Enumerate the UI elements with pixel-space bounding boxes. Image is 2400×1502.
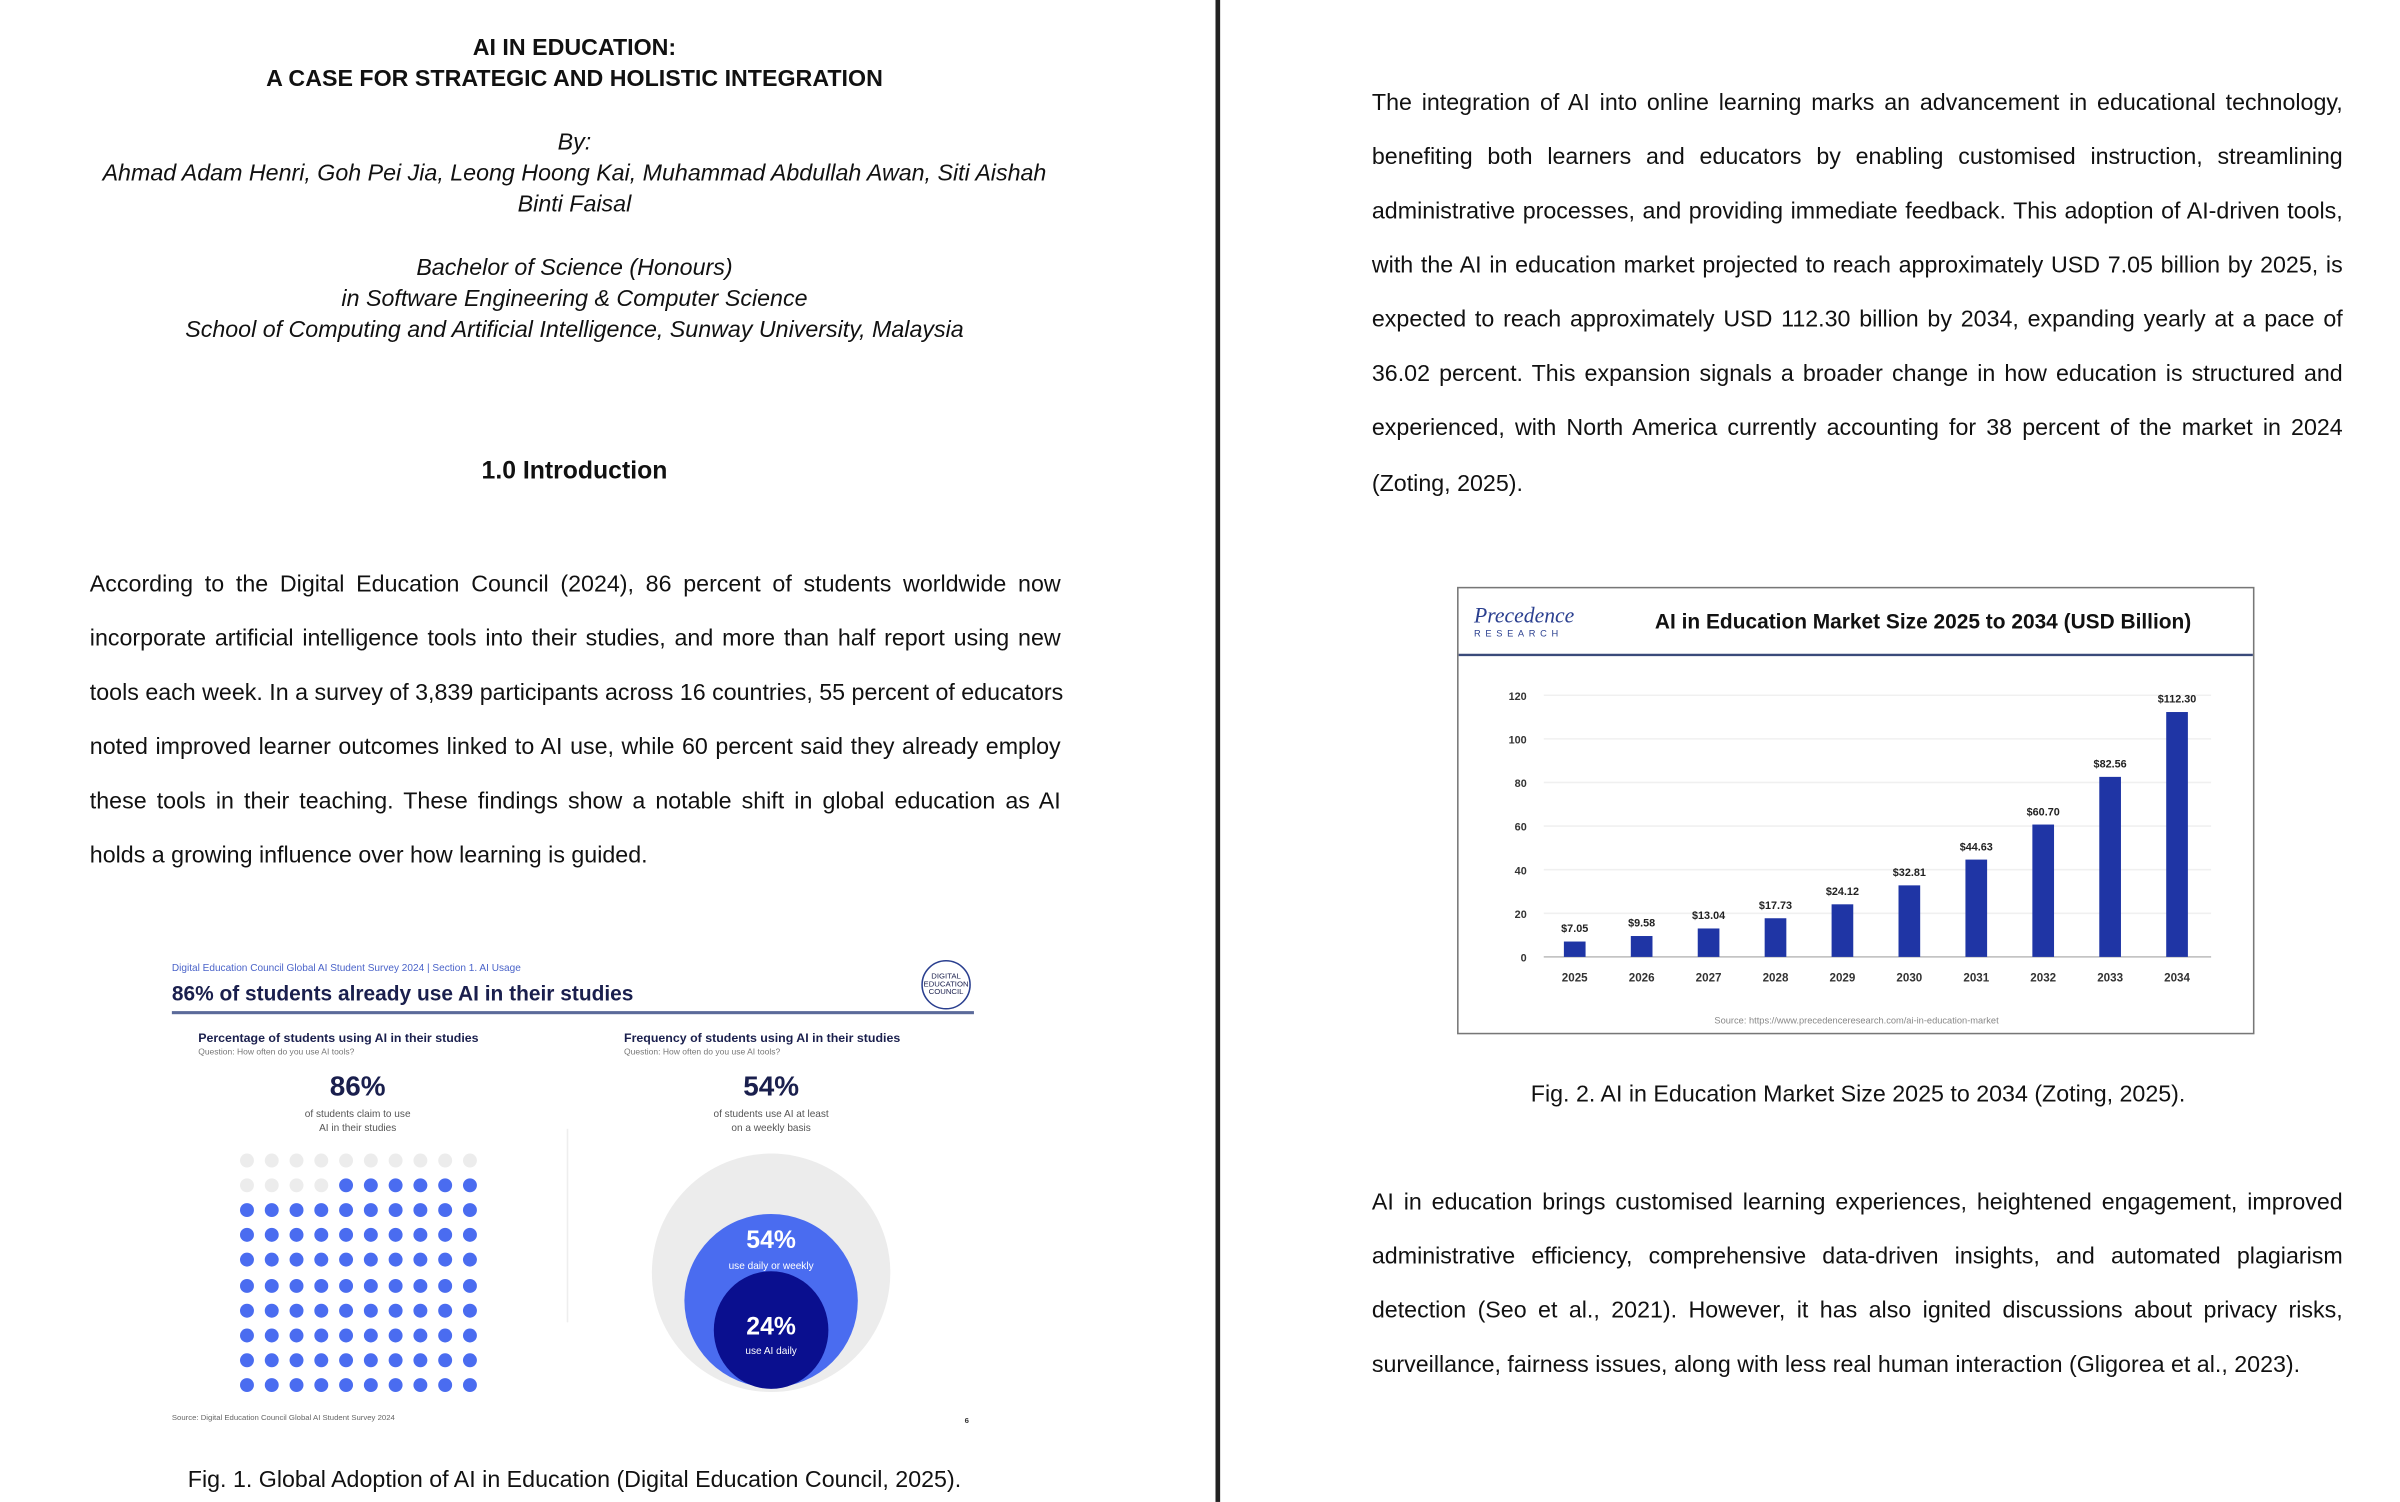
dot-empty: [414, 1153, 428, 1167]
dot-filled: [289, 1353, 303, 1367]
figure1-headline: 86% of students already use AI in their studies: [171, 981, 634, 1005]
paragraph-line: tools each week. In a survey of 3,839 participants across 16 countries, 55 percent of educators: [89, 679, 1064, 707]
right-panel-desc2: on a weekly basis: [731, 1123, 811, 1135]
dot-filled: [364, 1203, 378, 1217]
dot-filled: [314, 1353, 328, 1367]
right-panel-heading: Frequency of students using AI in their studies: [624, 1031, 901, 1046]
precedence-logo-text: Precedence: [1474, 603, 1575, 628]
dot-filled: [289, 1228, 303, 1242]
dot-empty: [289, 1178, 303, 1192]
outer-stat: 54%: [746, 1227, 796, 1255]
paragraph-line: noted improved learner outcomes linked to AI use, while 60 percent said they already employ: [89, 733, 1061, 761]
figure1-page-number: 6: [964, 1416, 969, 1427]
y-tick-label: 80: [1514, 778, 1527, 791]
paragraph-line: holds a growing influence over how learning is guided.: [89, 842, 648, 869]
dot-filled: [439, 1228, 453, 1242]
paragraph-line: According to the Digital Education Council (2024), 86 percent of students worldwide now: [89, 571, 1061, 598]
bar-value-label: $9.58: [1628, 917, 1656, 930]
right-panel-question: Question: How often do you use AI tools?: [624, 1048, 781, 1058]
dot-filled: [464, 1328, 478, 1342]
dot-filled: [439, 1379, 453, 1393]
paragraph-line: AI in education brings customised learning experiences, heightened engagement, improved: [1371, 1189, 2343, 1216]
by-label: By:: [557, 129, 592, 156]
dot-filled: [464, 1203, 478, 1217]
bar-value-label: $7.05: [1561, 923, 1589, 936]
y-tick-label: 0: [1520, 952, 1527, 965]
dot-empty: [339, 1153, 353, 1167]
dot-filled: [389, 1203, 403, 1217]
x-tick-label: 2033: [2097, 971, 2124, 985]
paragraph-line: experienced, with North America currently accounting for 38 percent of the market in 2024: [1371, 414, 2343, 442]
dot-filled: [364, 1178, 378, 1192]
dot-filled: [364, 1303, 378, 1317]
dot-filled: [289, 1253, 303, 1267]
dot-filled: [364, 1353, 378, 1367]
x-tick-label: 2028: [1762, 971, 1789, 985]
dot-filled: [314, 1278, 328, 1292]
inner-label: use AI daily: [745, 1346, 797, 1358]
dot-filled: [389, 1228, 403, 1242]
dot-filled: [264, 1303, 278, 1317]
bar-2032: [2032, 825, 2054, 957]
dot-filled: [414, 1228, 428, 1242]
bar-2031: [1965, 860, 1987, 957]
dot-filled: [439, 1178, 453, 1192]
dot-filled: [339, 1178, 353, 1192]
dot-filled: [414, 1203, 428, 1217]
dot-filled: [264, 1278, 278, 1292]
chart-title: AI in Education Market Size 2025 to 2034 (USD Billion): [1654, 610, 2192, 634]
dot-filled: [389, 1253, 403, 1267]
x-tick-label: 2026: [1628, 971, 1655, 985]
dot-filled: [264, 1228, 278, 1242]
x-tick-label: 2025: [1561, 971, 1588, 985]
left-panel-question: Question: How often do you use AI tools?: [198, 1048, 355, 1058]
dec-logo-text: DIGITAL EDUCATION COUNCIL: [923, 972, 969, 998]
dot-empty: [464, 1153, 478, 1167]
dot-filled: [414, 1379, 428, 1393]
dot-filled: [389, 1328, 403, 1342]
dot-filled: [364, 1228, 378, 1242]
dot-empty: [239, 1153, 253, 1167]
bar-value-label: $82.56: [2093, 758, 2127, 771]
paragraph-line: The integration of AI into online learning marks an advancement in educational technology,: [1371, 89, 2343, 117]
dot-filled: [314, 1303, 328, 1317]
figure1-survey-infographic: [167, 955, 978, 1432]
bar-2033: [2099, 777, 2121, 957]
dot-filled: [364, 1328, 378, 1342]
dot-filled: [339, 1303, 353, 1317]
section-heading: 1.0 Introduction: [481, 458, 668, 485]
page-divider: [1215, 0, 1220, 1502]
bar-2034: [2166, 712, 2188, 957]
dot-filled: [239, 1253, 253, 1267]
dot-filled: [289, 1328, 303, 1342]
bar-value-label: $32.81: [1892, 867, 1926, 880]
dot-filled: [414, 1328, 428, 1342]
y-tick-label: 40: [1514, 865, 1527, 878]
inner-stat: 24%: [746, 1314, 796, 1341]
dot-filled: [289, 1303, 303, 1317]
bar-2027: [1698, 928, 1720, 956]
dot-filled: [389, 1379, 403, 1393]
authors-line1: Ahmad Adam Henri, Goh Pei Jia, Leong Hoong Kai, Muhammad Abdullah Awan, Siti Aishah: [102, 160, 1047, 187]
degree-line2: in Software Engineering & Computer Science: [341, 285, 808, 313]
y-tick-label: 100: [1508, 734, 1527, 747]
dot-filled: [239, 1278, 253, 1292]
bar-2028: [1765, 918, 1787, 957]
x-tick-label: 2027: [1695, 971, 1722, 985]
chart-svg: [1459, 588, 2253, 1032]
dot-filled: [339, 1253, 353, 1267]
bar-value-label: $13.04: [1692, 910, 1726, 923]
dot-filled: [464, 1379, 478, 1393]
x-tick-label: 2029: [1829, 971, 1856, 985]
dot-filled: [439, 1353, 453, 1367]
dot-filled: [364, 1278, 378, 1292]
paragraph-line: 36.02 percent. This expansion signals a broader change in how education is structured and: [1371, 360, 2343, 388]
y-tick-label: 120: [1508, 690, 1527, 703]
paper-title-line2: A CASE FOR STRATEGIC AND HOLISTIC INTEGRATION: [266, 65, 883, 93]
precedence-logo-subtext: RESEARCH: [1474, 628, 1563, 639]
dot-filled: [264, 1379, 278, 1393]
dot-empty: [239, 1178, 253, 1192]
left-panel-heading: Percentage of students using AI in their studies: [198, 1031, 479, 1046]
dot-filled: [339, 1328, 353, 1342]
dot-filled: [439, 1203, 453, 1217]
bar-value-label: $112.30: [2157, 693, 2197, 706]
dot-filled: [264, 1328, 278, 1342]
dot-filled: [414, 1353, 428, 1367]
dot-empty: [439, 1153, 453, 1167]
bar-value-label: $60.70: [2026, 806, 2060, 819]
bar-2030: [1899, 885, 1921, 957]
dot-filled: [414, 1253, 428, 1267]
dot-filled: [339, 1379, 353, 1393]
left-panel-stat: 86%: [329, 1070, 386, 1102]
figure2-caption: Fig. 2. AI in Education Market Size 2025 to 2034 (Zoting, 2025).: [1530, 1081, 2186, 1108]
dot-filled: [289, 1203, 303, 1217]
dot-filled: [464, 1303, 478, 1317]
dot-filled: [439, 1303, 453, 1317]
panel-divider: [567, 1129, 569, 1323]
dot-empty: [289, 1153, 303, 1167]
dot-filled: [239, 1228, 253, 1242]
left-panel-desc1: of students claim to use: [304, 1109, 411, 1121]
dot-filled: [289, 1379, 303, 1393]
paragraph-line: these tools in their teaching. These findings show a notable shift in global education as AI: [89, 788, 1061, 815]
left-panel-desc2: AI in their studies: [319, 1123, 397, 1135]
figure1-source: Source: Digital Education Council Global AI Student Survey 2024: [171, 1413, 395, 1423]
dot-filled: [439, 1278, 453, 1292]
x-tick-label: 2031: [1963, 971, 1990, 985]
x-tick-label: 2032: [2030, 971, 2057, 985]
right-panel-desc1: of students use AI at least: [713, 1109, 829, 1121]
dot-filled: [364, 1253, 378, 1267]
dot-filled: [389, 1278, 403, 1292]
paragraph-line: administrative efficiency, comprehensive data-driven insights, and automated plagiarism: [1371, 1243, 2343, 1270]
dot-filled: [339, 1353, 353, 1367]
dot-filled: [314, 1253, 328, 1267]
dot-filled: [239, 1203, 253, 1217]
paper-title-line1: AI IN EDUCATION:: [472, 34, 677, 62]
dot-empty: [389, 1153, 403, 1167]
bar-2026: [1631, 936, 1653, 957]
bar-value-label: $17.73: [1758, 899, 1793, 912]
paragraph-line: administrative processes, and providing immediate feedback. This adoption of AI-driven tools,: [1371, 198, 2343, 225]
dot-filled: [414, 1278, 428, 1292]
dot-filled: [439, 1328, 453, 1342]
dot-filled: [264, 1203, 278, 1217]
bar-value-label: $24.12: [1825, 886, 1859, 899]
y-tick-label: 20: [1514, 908, 1527, 921]
dot-filled: [364, 1379, 378, 1393]
dot-filled: [464, 1228, 478, 1242]
y-tick-label: 60: [1514, 821, 1527, 834]
paragraph-line: detection (Seo et al., 2021). However, it has also ignited discussions about privacy risks,: [1371, 1297, 2343, 1324]
dot-empty: [364, 1153, 378, 1167]
dot-filled: [414, 1303, 428, 1317]
dot-filled: [289, 1278, 303, 1292]
degree-line3: School of Computing and Artificial Intelligence, Sunway University, Malaysia: [185, 316, 964, 343]
chart-source: Source: https://www.precedenceresearch.com/ai-in-education-market: [1714, 1015, 1999, 1026]
dot-filled: [314, 1379, 328, 1393]
dot-filled: [239, 1353, 253, 1367]
dot-filled: [314, 1228, 328, 1242]
dot-filled: [464, 1278, 478, 1292]
paragraph-line: incorporate artificial intelligence tools into their studies, and more than half report using new: [89, 625, 1061, 652]
authors-line2: Binti Faisal: [517, 191, 632, 218]
dot-filled: [389, 1303, 403, 1317]
figure2-market-chart: [1457, 587, 2254, 1034]
paragraph-line: (Zoting, 2025).: [1371, 470, 1523, 498]
survey-header: Digital Education Council Global AI Student Survey 2024 | Section 1. AI Usage: [171, 963, 521, 974]
dot-empty: [264, 1178, 278, 1192]
paragraph-line: with the AI in education market projected to reach approximately USD 7.05 billion by 2025, is: [1371, 252, 2343, 279]
dot-filled: [339, 1203, 353, 1217]
dot-filled: [439, 1253, 453, 1267]
dot-filled: [464, 1178, 478, 1192]
paragraph-line: surveillance, fairness issues, along with less real human interaction (Gligorea et al., 2023).: [1371, 1351, 2301, 1379]
dot-filled: [264, 1353, 278, 1367]
dot-filled: [264, 1253, 278, 1267]
dot-filled: [339, 1278, 353, 1292]
bar-2029: [1832, 904, 1854, 957]
dot-filled: [414, 1178, 428, 1192]
dot-empty: [314, 1178, 328, 1192]
dot-empty: [314, 1153, 328, 1167]
dot-filled: [239, 1379, 253, 1393]
paragraph-line: expected to reach approximately USD 112.30 billion by 2034, expanding yearly at a pace of: [1371, 306, 2343, 333]
x-tick-label: 2034: [2164, 971, 2190, 985]
dot-empty: [264, 1153, 278, 1167]
x-tick-label: 2030: [1896, 971, 1923, 985]
dot-filled: [389, 1178, 403, 1192]
degree-line1: Bachelor of Science (Honours): [416, 254, 733, 282]
bar-value-label: $44.63: [1959, 841, 1993, 854]
dot-filled: [314, 1328, 328, 1342]
dot-filled: [389, 1353, 403, 1367]
outer-label: use daily or weekly: [728, 1261, 814, 1273]
bar-2025: [1564, 942, 1586, 957]
dot-filled: [464, 1253, 478, 1267]
paragraph-line: benefiting both learners and educators by enabling customised instruction, streamlining: [1371, 144, 2343, 171]
dot-filled: [464, 1353, 478, 1367]
dot-filled: [314, 1203, 328, 1217]
dot-filled: [339, 1228, 353, 1242]
dot-filled: [239, 1328, 253, 1342]
dot-filled: [239, 1303, 253, 1317]
right-panel-stat: 54%: [743, 1070, 799, 1102]
figure1-caption: Fig. 1. Global Adoption of AI in Education (Digital Education Council, 2025).: [187, 1467, 962, 1494]
